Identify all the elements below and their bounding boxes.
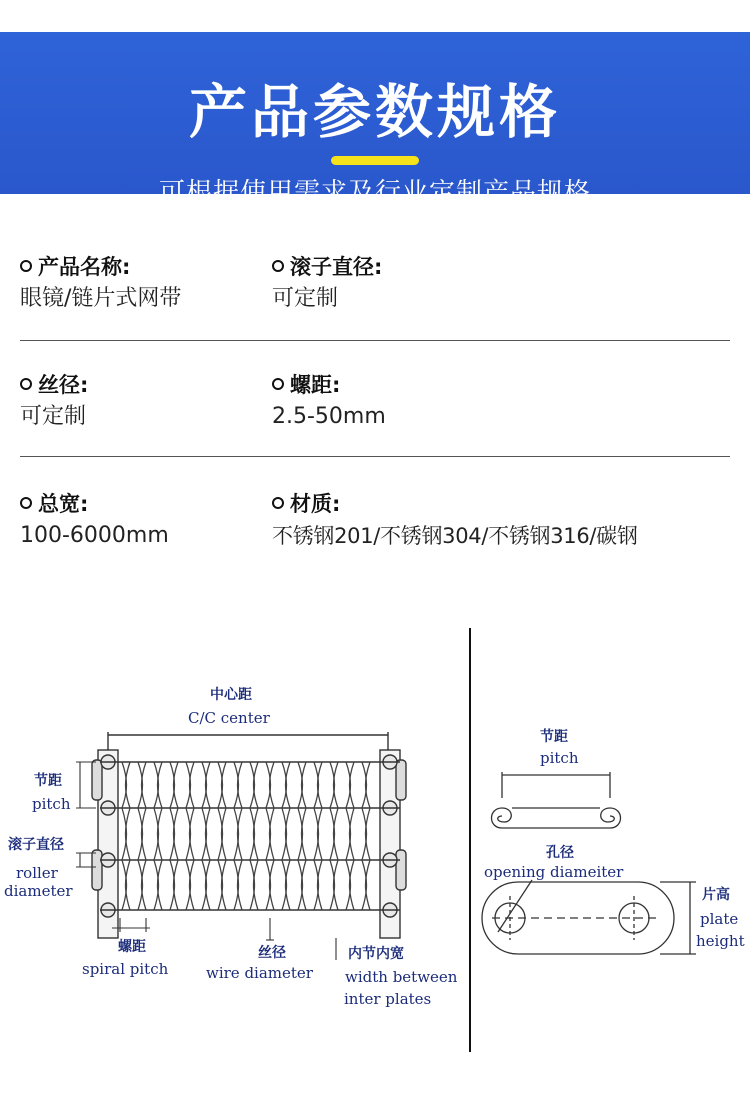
- bullet-circle-icon: [20, 497, 32, 509]
- label-center-en: C/C center: [188, 709, 270, 727]
- label-hole-cn: 孔径: [546, 845, 574, 861]
- label-inner-en-1: width between: [345, 968, 458, 986]
- bullet-circle-icon: [272, 378, 284, 390]
- label-spiral-en: spiral pitch: [82, 960, 169, 978]
- spec-value: 眼镜/链片式网带: [20, 286, 182, 311]
- label-roller-en-2: diameter: [4, 882, 73, 900]
- spec-value: 不锈钢201/不锈钢304/不锈钢316/碳钢: [272, 524, 638, 548]
- spec-label: 产品名称:: [38, 255, 131, 279]
- label-plate-cn: 片高: [702, 887, 730, 903]
- divider: [20, 340, 730, 341]
- spec-roller-diameter: [272, 254, 382, 313]
- spec-pitch: [272, 372, 386, 431]
- spec-value: 可定制: [272, 286, 339, 311]
- label-wire-en: wire diameter: [206, 964, 313, 982]
- label-plate-en-1: plate: [700, 910, 739, 928]
- spec-label: 材质:: [290, 492, 341, 516]
- spec-label: 总宽:: [38, 492, 89, 516]
- spec-value: 2.5-50mm: [272, 404, 386, 429]
- spec-product-name: [20, 254, 181, 313]
- spec-value: 100-6000mm: [20, 523, 169, 548]
- label-pitch-right-en: pitch: [540, 749, 579, 767]
- bullet-circle-icon: [272, 260, 284, 272]
- page-subtitle: 可根据使用需求及行业定制产品规格: [158, 178, 591, 208]
- label-pitch-left-en: pitch: [32, 795, 71, 813]
- label-pitch-right-cn: 节距: [540, 729, 568, 745]
- spec-label: 滚子直径:: [290, 255, 383, 279]
- label-pitch-left-cn: 节距: [34, 773, 62, 789]
- label-roller-en-1: roller: [16, 864, 58, 882]
- spec-value: 可定制: [20, 404, 87, 429]
- label-center-cn: 中心距: [210, 687, 252, 703]
- belt-diagram: [0, 620, 750, 1094]
- label-roller-cn: 滚子直径: [8, 837, 64, 853]
- belt-drawing-svg: [0, 620, 750, 1094]
- spec-label: 丝径:: [38, 373, 89, 397]
- label-inner-cn: 内节内宽: [348, 946, 404, 962]
- header-banner: [0, 32, 750, 208]
- label-spiral-cn: 螺距: [118, 939, 146, 955]
- bullet-circle-icon: [20, 260, 32, 272]
- divider: [20, 456, 730, 457]
- bullet-circle-icon: [20, 378, 32, 390]
- page-title: 产品参数规格: [188, 78, 561, 146]
- bullet-circle-icon: [272, 497, 284, 509]
- spec-label: 螺距:: [290, 373, 341, 397]
- spec-wire-diameter: [20, 372, 88, 431]
- title-underline-bar: [331, 156, 419, 165]
- spec-material: [272, 491, 638, 550]
- label-hole-en: opening diameiter: [484, 863, 624, 881]
- label-inner-en-2: inter plates: [344, 990, 432, 1008]
- label-plate-en-2: height: [696, 932, 745, 950]
- spec-total-width: [20, 491, 169, 550]
- label-wire-cn: 丝径: [258, 945, 286, 961]
